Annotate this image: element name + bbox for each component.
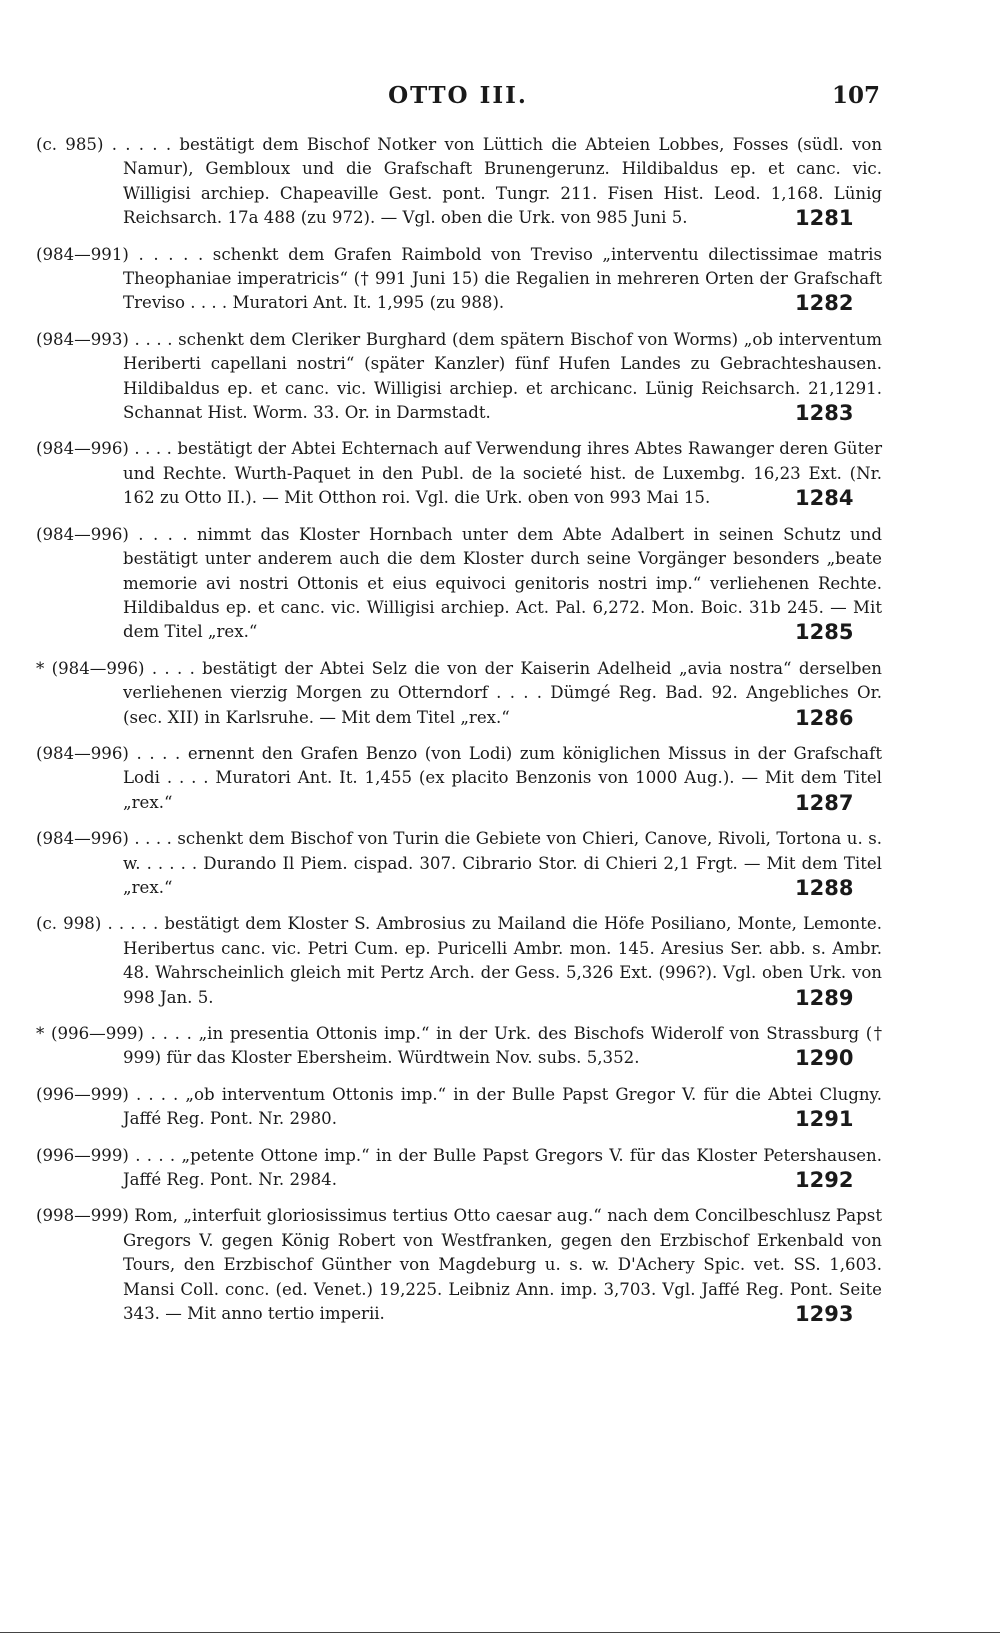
entry-text: . . . . „in presentia Ottonis imp.“ in der Urk. des Bischofs Widerolf von Strassburg († 999) für das Kloster Ebersheim. Würdtwein Nov. subs. 5,352. [123,1024,882,1068]
entry-date: (984—993) [36,329,129,349]
entry-text: . . . . . bestätigt dem Bischof Notker von Lüttich die Abteien Lobbes, Fosses (südl. von Namur), Gembloux und die Grafschaft Brunengerunz. Hildibaldus ep. et canc. vic. Willigisi archiep. Chapeaville Gest. pont. Tungr. 211. Fisen Hist. Leod. 1,168. Lünig Reichsarch. 17a 488 (zu 972). — Vgl. oben die Urk. von 985 Juni 5. [111,135,883,228]
page-number: 107 [831,82,880,109]
regest-entry: (984—991) . . . . . schenkt dem Grafen Raimbold von Treviso „interventu dilectissimae matris Theophaniae imperatricis“ († 991 Juni 15) die Regalien in mehreren Orten der Grafschaft Treviso . . . . Muratori Ant. It. 1,995 (zu 988). 1282 [36,244,882,316]
entry-text: . . . . . bestätigt dem Kloster S. Ambrosius zu Mailand die Höfe Posiliano, Monte, Lemonte. Heribertus canc. vic. Petri Cum. ep. Puricelli Ambr. mon. 145. Aresius Ser. abb. s. Ambr. 48. Wahrscheinlich gleich mit Pertz Arch. der Gess. 5,326 Ext. (996?). Vgl. oben Urk. von 998 Jan. 5. [107,914,883,1007]
entry-text: . . . . „petente Ottone imp.“ in der Bulle Papst Gregors V. für das Kloster Petershausen. Jaffé Reg. Pont. Nr. 2984. [123,1145,882,1190]
entry-text: . . . . nimmt das Kloster Hornbach unter dem Abte Adalbert in seinen Schutz und bestätigt unter anderem auch die dem Kloster durch seine Vorgänger besonders „beate memorie avi nostri Ottonis et eius equivoci genitoris nostri imp.“ verliehenen Rechte. Hildibaldus ep. et canc. vic. Willigisi archiep. Act. Pal. 6,272. Mon. Boic. 31b 245. — Mit dem Titel „rex.“ [123,524,882,642]
entry-date: * (996—999) [36,1024,144,1043]
entry-date: (996—999) [36,1084,129,1104]
entry-date: * (984—996) [36,658,145,678]
regest-entry: (984—996) . . . . nimmt das Kloster Hornbach unter dem Abte Adalbert in seinen Schutz und bestätigt unter anderem auch die dem Kloster durch seine Vorgänger besonders „beate memorie avi nostri Ottonis et eius equivoci genitoris nostri imp.“ verliehenen Rechte. Hildibaldus ep. et canc. vic. Willigisi archiep. Act. Pal. 6,272. Mon. Boic. 31b 245. — Mit dem Titel „rex.“ 1285 [36,524,882,645]
entry-date: (996—999) [36,1145,129,1165]
regest-entry: (984—996) . . . . bestätigt der Abtei Echternach auf Verwendung ihres Abtes Rawanger deren Güter und Rechte. Wurth-Paquet in den Publ. de la societé hist. de Luxembg. 16,23 Ext. (Nr. 162 zu Otto II.). — Mit Otthon roi. Vgl. die Urk. oben von 993 Mai 15. 1284 [36,439,883,511]
entry-text: . . . . ernennt den Grafen Benzo (von Lodi) zum königlichen Missus in der Grafschaft Lodi . . . . Muratori Ant. It. 1,455 (ex placito Benzonis von 1000 Aug.). — Mit dem Titel „rex.“ [123,743,882,812]
entry-date: (984—996) [36,524,129,544]
entry-text: . . . . bestätigt der Abtei Selz die von der Kaiserin Adelheid „avia nostra“ derselben verliehenen vierzig Morgen zu Otterndorf . . . . Dümgé Reg. Bad. 92. Angebliches Or. (sec. XII) in Karlsruhe. — Mit dem Titel „rex.“ [123,658,882,727]
entry-text: . . . . schenkt dem Bischof von Turin die Gebiete von Chieri, Canove, Rivoli, Tortona u. s. w. . . . . . Durando Il Piem. cispad. 307. Cibrario Stor. di Chieri 2,1 Frgt. — Mit dem Titel „rex.“ [123,829,882,897]
entry-date: (984—996) [36,829,129,849]
entry-text: . . . . „ob interventum Ottonis imp.“ in der Bulle Papst Gregor V. für die Abtei Clugny. Jaffé Reg. Pont. Nr. 2980. [123,1084,883,1129]
entry-date: (c. 985) [36,135,104,154]
regest-entry: (984—996) . . . . schenkt dem Bischof von Turin die Gebiete von Chieri, Canove, Rivoli, Tortona u. s. w. . . . . . Durando Il Piem. cispad. 307. Cibrario Stor. di Chieri 2,1 Frgt. — Mit dem Titel „rex.“ 1288 [36,829,882,900]
entry-text: . . . . bestätigt der Abtei Echternach auf Verwendung ihres Abtes Rawanger deren Güter und Rechte. Wurth-Paquet in den Publ. de la societé hist. de Luxembg. 16,23 Ext. (Nr. 162 zu Otto II.). — Mit Otthon roi. Vgl. die Urk. oben von 993 Mai 15. [123,439,883,508]
entry-text: . . . . . schenkt dem Grafen Raimbold von Treviso „interventu dilectissimae matris Theophaniae imperatricis“ († 991 Juni 15) die Regalien in mehreren Orten der Grafschaft Treviso . . . . Muratori Ant. It. 1,995 (zu 988). [123,244,882,313]
page-header [36,82,880,118]
regest-entry: (996—999) . . . . „petente Ottone imp.“ in der Bulle Papst Gregors V. für das Kloster Petershausen. Jaffé Reg. Pont. Nr. 2984. 1292 [36,1145,882,1193]
regesta-list [36,133,882,1338]
regest-entry: (998—999) Rom, „interfuit gloriosissimus tertius Otto caesar aug.“ nach dem Concilbeschlusz Papst Gregors V. gegen König Robert von Westfranken, gegen den Erzbischof Erkenbald von Tours, den Erzbischof Günther von Magdeburg u. s. w. D'Achery Spic. vet. SS. 1,603. Mansi Coll. conc. (ed. Venet.) 19,225. Leibniz Ann. imp. 3,703. Vgl. Jaffé Reg. Pont. Seite 343. — Mit anno tertio imperii. 1293 [36,1206,882,1327]
regest-entry: (996—999) . . . . „ob interventum Ottonis imp.“ in der Bulle Papst Gregor V. für die Abtei Clugny. Jaffé Reg. Pont. Nr. 2980. 1291 [36,1084,883,1132]
regest-entry: * (984—996) . . . . bestätigt der Abtei Selz die von der Kaiserin Adelheid „avia nostra“ derselben verliehenen vierzig Morgen zu Otterndorf . . . . Dümgé Reg. Bad. 92. Angebliches Or. (sec. XII) in Karlsruhe. — Mit dem Titel „rex.“ 1286 [36,658,882,730]
entry-date: (984—996) [36,743,129,763]
entry-date: (998—999) [36,1206,129,1226]
regest-entry: (c. 985) . . . . . bestätigt dem Bischof Notker von Lüttich die Abteien Lobbes, Fosses (südl. von Namur), Gembloux und die Grafschaft Brunengerunz. Hildibaldus ep. et canc. vic. Willigisi archiep. Chapeaville Gest. pont. Tungr. 211. Fisen Hist. Leod. 1,168. Lünig Reichsarch. 17a 488 (zu 972). — Vgl. oben die Urk. von 985 Juni 5. 1281 [36,135,883,231]
entry-date: (984—996) [36,439,129,459]
entry-date: (c. 998) [36,914,102,934]
entry-text: . . . . schenkt dem Cleriker Burghard (dem spätern Bischof von Worms) „ob interventum Heriberti capellani nostri“ (später Kanzler) fünf Hufen Landes zu Gebrachteshausen. Hildibaldus ep. et canc. vic. Willigisi archiep. et archicanc. Lünig Reichsarch. 21,1291. Schannat Hist. Worm. 33. Or. in Darmstadt. [123,329,882,423]
regest-entry: (984—993) . . . . schenkt dem Cleriker Burghard (dem spätern Bischof von Worms) „ob interventum Heriberti capellani nostri“ (später Kanzler) fünf Hufen Landes zu Gebrachteshausen. Hildibaldus ep. et canc. vic. Willigisi archiep. et archicanc. Lünig Reichsarch. 21,1291. Schannat Hist. Worm. 33. Or. in Darmstadt. 1283 [36,329,882,426]
regest-entry: (c. 998) . . . . . bestätigt dem Kloster S. Ambrosius zu Mailand die Höfe Posiliano, Monte, Lemonte. Heribertus canc. vic. Petri Cum. ep. Puricelli Ambr. mon. 145. Aresius Ser. abb. s. Ambr. 48. Wahrscheinlich gleich mit Pertz Arch. der Gess. 5,326 Ext. (996?). Vgl. oben Urk. von 998 Jan. 5. 1289 [36,914,883,1010]
entry-date: (984—991) [36,244,129,264]
bottom-rule [0,1632,1000,1633]
entry-text: Rom, „interfuit gloriosissimus tertius Otto caesar aug.“ nach dem Concilbeschlusz Papst Gregors V. gegen König Robert von Westfranken, gegen den Erzbischof Erkenbald von Tours, den Erzbischof Günther von Magdeburg u. s. w. D'Achery Spic. vet. SS. 1,603. Mansi Coll. conc. (ed. Venet.) 19,225. Leibniz Ann. imp. 3,703. Vgl. Jaffé Reg. Pont. Seite 343. — Mit anno tertio imperii. [123,1206,882,1324]
regest-entry: (984—996) . . . . ernennt den Grafen Benzo (von Lodi) zum königlichen Missus in der Grafschaft Lodi . . . . Muratori Ant. It. 1,455 (ex placito Benzonis von 1000 Aug.). — Mit dem Titel „rex.“ 1287 [36,743,882,815]
regest-entry: * (996—999) . . . . „in presentia Ottonis imp.“ in der Urk. des Bischofs Widerolf von Strassburg († 999) für das Kloster Ebersheim. Würdtwein Nov. subs. 5,352. 1290 [36,1024,882,1071]
running-title: OTTO III. [388,82,528,109]
